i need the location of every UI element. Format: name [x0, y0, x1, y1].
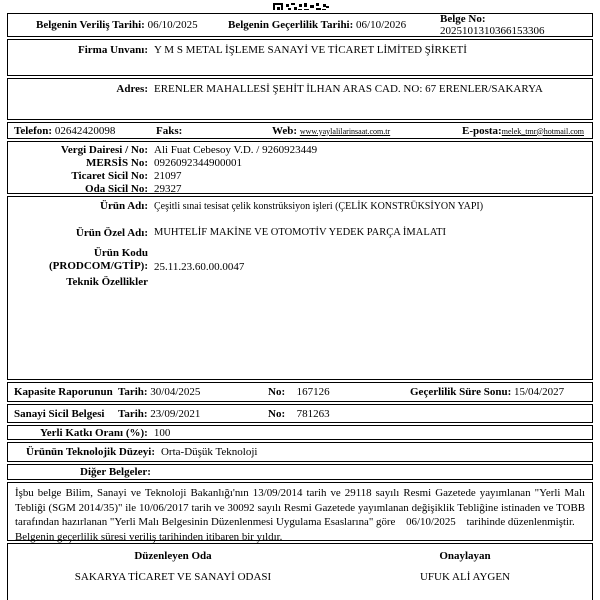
- signatures-row: [7, 543, 593, 600]
- valid-date-label: Belgenin Geçerlilik Tarihi:: [228, 19, 354, 31]
- statement-validity-note: Belgenin geçerlilik süresi veriliş tarihinden itibaren bir yıldır.: [15, 530, 283, 543]
- other-docs-row: [7, 464, 593, 480]
- product-name-label: Ürün Adı:: [100, 200, 148, 212]
- local-content-row: [7, 425, 593, 440]
- tech-level-value: Orta-Düşük Teknoloji: [160, 446, 258, 458]
- tech-specs-label: Teknik Özellikler: [66, 276, 148, 288]
- chamber-registry-line: [8, 183, 592, 196]
- issue-date-label: Belgenin Veriliş Tarihi:: [36, 19, 145, 31]
- tax-office-value: Ali Fuat Cebesoy V.D. / 9260923449: [154, 144, 318, 156]
- fax-label: Faks:: [156, 124, 183, 137]
- tech-specs-line: [8, 276, 592, 288]
- product-name-line: [8, 200, 592, 212]
- firm-value: Y M S METAL İŞLEME SANAYİ VE TİCARET LİMİTED ŞİRKETİ: [154, 44, 467, 56]
- approver-title: Onaylayan: [439, 550, 491, 562]
- industry-title: Sanayi Sicil Belgesi: [14, 407, 105, 420]
- industry-no-label: No:: [268, 407, 286, 420]
- email-group: [462, 125, 592, 137]
- fax-group: [156, 125, 272, 137]
- firm-label: Firma Unvanı:: [78, 44, 148, 56]
- trade-registry-line: [8, 170, 592, 183]
- issuing-chamber-block: [8, 550, 338, 600]
- product-code-label-line1: Ürün Kodu: [93, 247, 148, 259]
- product-name-value: Çeşitli sınai tesisat çelik konstrüksiyon işleri (ÇELİK KONSTRÜKSİYON YAPI): [154, 201, 484, 212]
- product-special-label: Ürün Özel Adı:: [75, 227, 148, 239]
- capacity-report-row: [7, 382, 593, 402]
- approver-block: [338, 550, 592, 600]
- address-value: ERENLER MAHALLESİ ŞEHİT İLHAN ARAS CAD. NO: 67 ERENLER/SAKARYA: [154, 83, 543, 95]
- trade-registry-value: 21097: [154, 170, 182, 182]
- tax-office-line: [8, 144, 592, 157]
- firm-row: [7, 39, 593, 76]
- chamber-registry-label: Oda Sicil No:: [85, 183, 148, 195]
- qr-code-icon: [273, 0, 329, 10]
- dates-row: [7, 13, 593, 37]
- local-content-label: Yerli Katkı Oranı (%):: [40, 426, 148, 439]
- issue-date-value: 06/10/2025: [147, 19, 198, 31]
- product-code-label-line2: (PRODCOM/GTİP):: [49, 260, 148, 272]
- statement-row: [7, 482, 593, 541]
- approver-name: UFUK ALİ AYGEN: [419, 571, 511, 583]
- valid-date-group: [228, 19, 440, 31]
- email-label: E-posta:: [462, 124, 502, 137]
- web-group: [272, 125, 462, 137]
- other-docs-label: Diğer Belgeler:: [80, 466, 151, 478]
- issuing-chamber-title: Düzenleyen Oda: [134, 550, 212, 562]
- valid-date-value: 06/10/2026: [356, 19, 407, 31]
- industry-no-group: [268, 408, 410, 420]
- statement-date: 06/10/2025: [406, 516, 456, 528]
- statement-text: İşbu belge Bilim, Sanayi ve Teknoloji Bakanlığı'nın 13/09/2014 tarih ve 29118 sayılı Resmi Gazetede yayımlanan "Yerli Malı Tebliği (SGM 2014/35)" ile 10/06/2017 tarih ve 30092 sayılı Resmi Gazetede yayımlanan değişiklik Tebliğine istinaden ve TOBB tarafından hazırlanan "Yerli Malı Belgesinin Düzenlenmesi Uygulama Esaslarına" göre: [15, 487, 585, 528]
- capacity-expiry-label: Geçerlilik Süre Sonu:: [410, 386, 512, 398]
- industry-registry-row: [7, 404, 593, 423]
- capacity-title: Kapasite Raporunun: [14, 386, 113, 398]
- issuing-chamber-name: SAKARYA TİCARET VE SANAYİ ODASI: [74, 571, 272, 583]
- registry-row: [7, 141, 593, 194]
- capacity-date-value: 30/04/2025: [150, 386, 201, 398]
- phone-group: [14, 125, 156, 137]
- address-label: Adres:: [116, 83, 148, 95]
- industry-date-value: 23/09/2021: [150, 407, 201, 420]
- certificate-no-value: 2025101310366153306: [440, 25, 545, 37]
- tax-office-label: Vergi Dairesi / No:: [60, 144, 148, 156]
- industry-date-label: Tarih:: [118, 407, 148, 420]
- phone-label: Telefon:: [14, 124, 53, 137]
- mersis-line: [8, 157, 592, 170]
- local-content-value: 100: [153, 426, 171, 439]
- capacity-date-group: [118, 386, 268, 398]
- capacity-no-label: No:: [268, 386, 286, 398]
- capacity-expiry-value: 15/04/2027: [514, 386, 565, 398]
- address-row: [7, 78, 593, 120]
- product-row: [7, 196, 593, 380]
- mersis-label: MERSİS No:: [85, 157, 148, 169]
- mersis-value: 0926092344900001: [154, 157, 242, 169]
- industry-no-value: 781263: [296, 407, 330, 420]
- phone-value: 02642420098: [54, 124, 116, 137]
- tech-level-label: Ürünün Teknolojik Düzeyi:: [26, 446, 155, 458]
- certificate-table: [7, 13, 593, 600]
- chamber-registry-value: 29327: [154, 183, 182, 195]
- certificate-no-group: [440, 13, 592, 37]
- capacity-expiry-group: [410, 386, 592, 398]
- web-link[interactable]: www.yaylalilarinsaat.com.tr: [299, 126, 391, 136]
- capacity-date-label: Tarih:: [118, 386, 148, 398]
- issue-date-group: [36, 19, 228, 31]
- product-code-value: 25.11.23.60.00.0047: [154, 261, 245, 273]
- tech-level-row: [7, 442, 593, 462]
- product-special-value: MUHTELİF MAKİNE VE OTOMOTİV YEDEK PARÇA İMALATI: [154, 227, 447, 238]
- trade-registry-label: Ticaret Sicil No:: [71, 170, 148, 182]
- industry-date-group: [118, 408, 268, 420]
- contact-row: [7, 122, 593, 139]
- product-code-label: [8, 247, 148, 273]
- certificate-no-label: Belge No:: [440, 13, 486, 25]
- statement-text-after: tarihinde düzenlenmiştir.: [466, 516, 575, 528]
- capacity-no-value: 167126: [296, 386, 330, 398]
- web-label: Web:: [272, 124, 298, 137]
- capacity-no-group: [268, 386, 410, 398]
- product-code-line: [8, 247, 592, 273]
- product-special-line: [8, 227, 592, 239]
- email-link[interactable]: melek_tmr@hotmail.com: [501, 126, 584, 136]
- tech-specs-value: [154, 276, 592, 288]
